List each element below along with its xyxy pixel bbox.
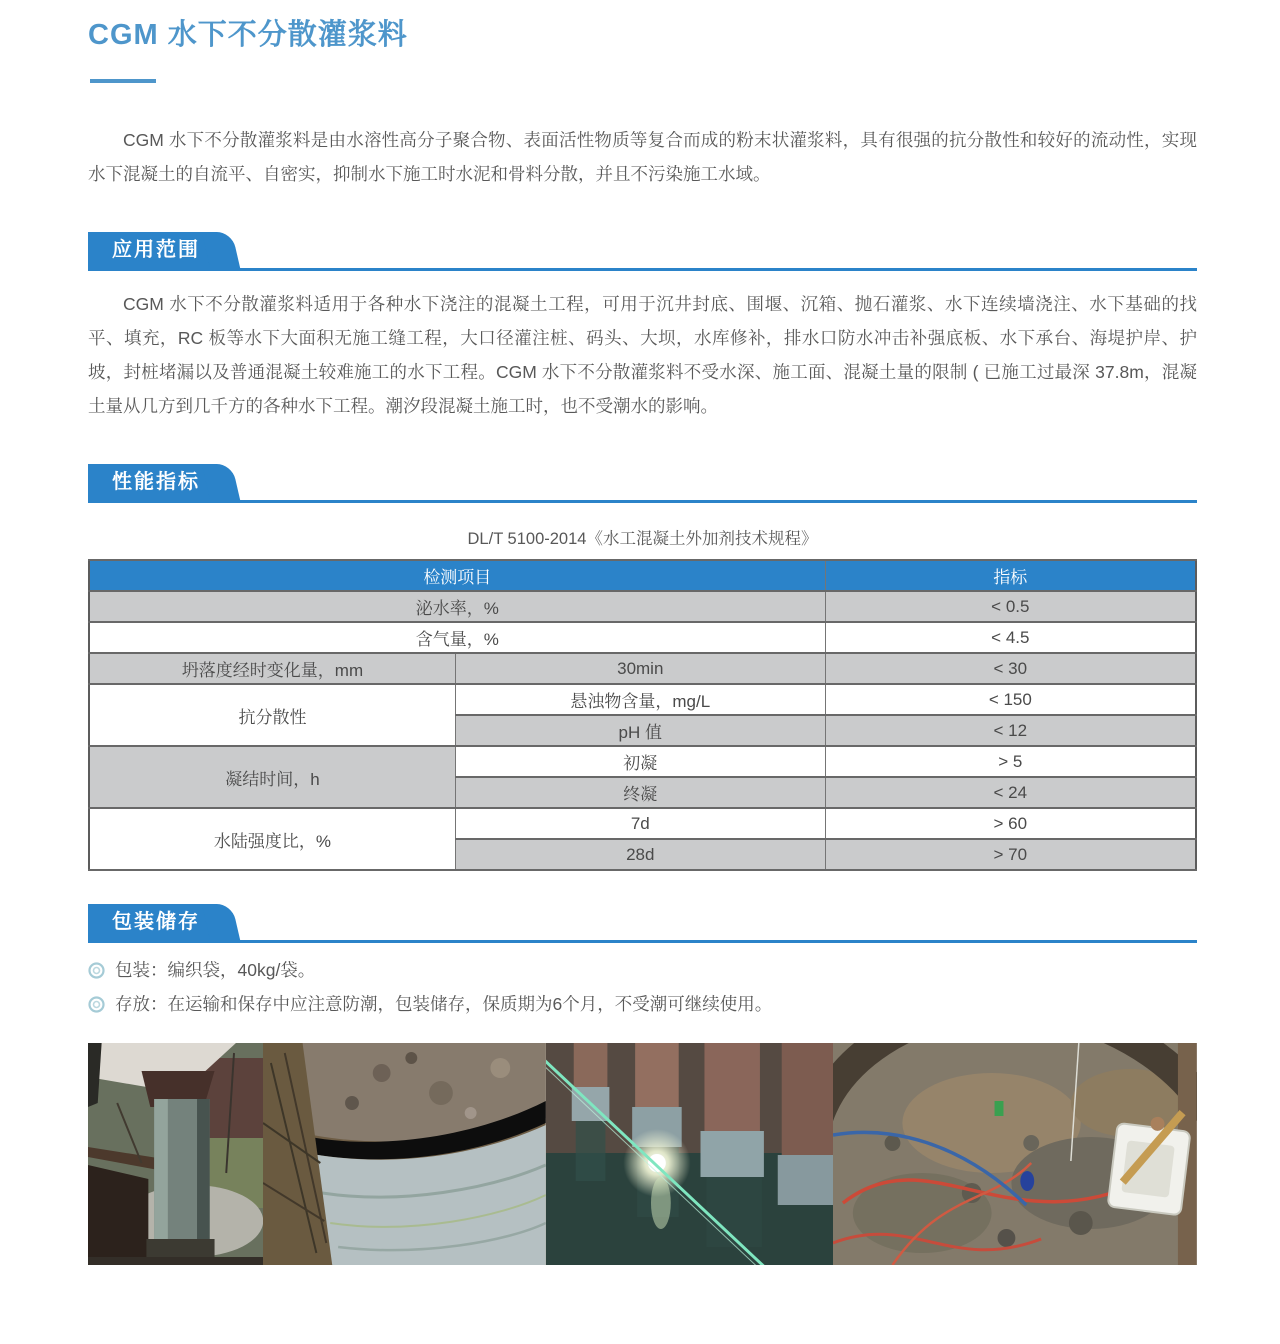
test-item-cell: 凝结时间，h [89,746,455,808]
caisson-pit-cables-photo [833,1043,1197,1265]
pile-collar-repair-closeup-photo [263,1043,546,1265]
title-underline-dash [90,79,156,83]
section-tab-performance: 性能指标 [88,464,222,500]
table-header-row [89,560,1196,591]
photo-illustration [546,1043,833,1265]
sub-item-cell: 悬浊物含量，mg/L [455,684,825,715]
site-photo-strip [88,1043,1197,1265]
sub-item-cell: 30min [455,653,825,684]
table-row [89,684,1196,715]
table-row [89,808,1196,839]
index-value-cell: < 12 [825,715,1196,746]
table-row [89,622,1196,653]
pile-column-with-hopper-photo [88,1043,263,1265]
double-ring-bullet-icon [88,962,105,979]
index-value-cell: > 5 [825,746,1196,777]
test-item-cell: 泌水率，% [89,591,825,622]
sub-item-cell: 28d [455,839,825,870]
index-value-cell: > 60 [825,808,1196,839]
sub-item-cell: 7d [455,808,825,839]
performance-table [88,559,1197,871]
index-value-cell: > 70 [825,839,1196,870]
application-paragraph: CGM 水下不分散灌浆料适用于各种水下浇注的混凝土工程，可用于沉井封底、围堰、沉箱、抛石灌浆、水下连续墙浇注、水下基础的找平、填充，RC 板等水下大面积无施工缝工程，大口径灌注桩、码头、大坝，水库修补，排水口防水冲击补强底板、水下承台、海堤护岸、护坡，封桩堵漏以及普通混凝土较难施工的水下工程。CGM 水下不分散灌浆料不受水深、施工面、混凝土量的限制 ( 已施工过最深 37.8m，混凝土量从几方到几千方的各种水下工程。潮汐段混凝土施工时，也不受潮水的影响。 [88,294,1197,416]
double-ring-bullet-icon [88,996,105,1013]
column-header-item: 检测项目 [89,560,825,591]
index-value-cell: < 24 [825,777,1196,808]
section-tab-application: 应用范围 [88,232,222,268]
test-item-cell: 抗分散性 [89,684,455,746]
index-value-cell: < 0.5 [825,591,1196,622]
test-item-cell: 含气量，% [89,622,825,653]
index-value-cell: < 150 [825,684,1196,715]
list-item [88,959,1197,981]
bullet-text: 包装：编织袋，40kg/袋。 [115,960,316,980]
section-header-performance [88,467,1197,503]
packaging-bullet-list [88,959,1197,1015]
table-row [89,591,1196,622]
sub-item-cell: 初凝 [455,746,825,777]
photo-illustration [263,1043,546,1265]
section-header-application [88,235,1197,271]
index-value-cell: < 30 [825,653,1196,684]
section-header-packaging [88,907,1197,943]
table-row [89,653,1196,684]
section-tab-packaging: 包装储存 [88,904,222,940]
standard-reference: DL/T 5100-2014《水工混凝土外加剂技术规程》 [467,530,818,548]
test-item-cell: 坍落度经时变化量，mm [89,653,455,684]
page-title: CGM 水下不分散灌浆料 [88,19,408,51]
index-value-cell: < 4.5 [825,622,1196,653]
column-header-index: 指标 [825,560,1196,591]
table-row [89,746,1196,777]
test-item-cell: 水陆强度比，% [89,808,455,870]
list-item [88,993,1197,1015]
bridge-piers-night-laser-photo [546,1043,833,1265]
sub-item-cell: 终凝 [455,777,825,808]
sub-item-cell: pH 值 [455,715,825,746]
product-intro-paragraph: CGM 水下不分散灌浆料是由水溶性高分子聚合物、表面活性物质等复合而成的粉末状灌浆料，具有很强的抗分散性和较好的流动性，实现水下混凝土的自流平、自密实，抑制水下施工时水泥和骨料分散，并且不污染施工水域。 [88,130,1197,184]
bullet-text: 存放：在运输和保存中应注意防潮，包装储存，保质期为6个月，不受潮可继续使用。 [115,994,773,1014]
photo-illustration [88,1043,263,1265]
photo-illustration [833,1043,1197,1265]
